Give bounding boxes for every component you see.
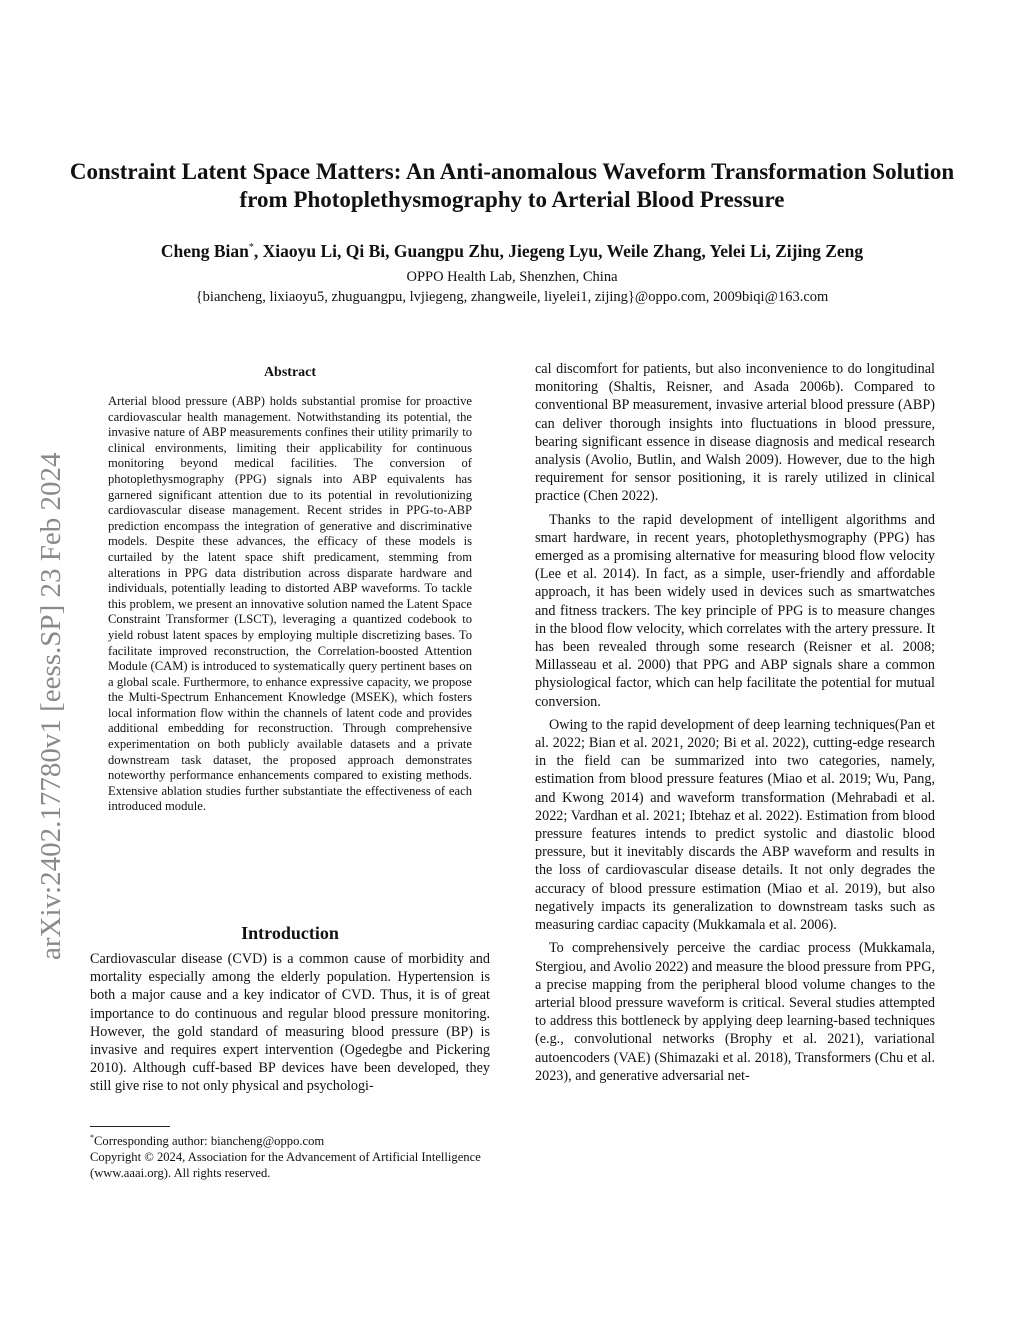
- abstract-body: Arterial blood pressure (ABP) holds substantial promise for proactive cardiovascular health management. Notwithstanding its potential, the invasive nature of ABP measurements confines their utility primarily to clinical environments, limiting their applicability for continuous monitoring beyond medical facilities. The conversion of photoplethysmography (PPG) signals into ABP equivalents has garnered significant attention due to its potential in revolutionizing cardiovascular disease management. Recent strides in PPG-to-ABP prediction encompass the integration of generative and discriminative models. Despite these advances, the efficacy of these models is curtailed by the latent space shift predicament, stemming from alterations in PPG data distribution across disparate hardware and individuals, potentially leading to distorted ABP waveforms. To tackle this problem, we present an innovative solution named the Latent Space Constraint Transformer (LSCT), leveraging a quantized codebook to yield robust latent spaces by employing multiple discretizing bases. To facilitate improved reconstruction, the Correlation-boosted Attention Module (CAM) is introduced to systematically query pertinent bases on a global scale. Furthermore, to enhance expressive capacity, we propose the Multi-Spectrum Enhancement Knowledge (MSEK), which fosters local information flow within the channels of latent code and provides additional embedding for reconstruction. Through comprehensive experimentation on both publicly available datasets and a private downstream task dataset, the proposed approach demonstrates noteworthy performance enhancements compared to existing methods. Extensive ablation studies further substantiate the effectiveness of each introduced module.: [108, 394, 472, 814]
- intro-paragraph-2: Thanks to the rapid development of intelligent algorithms and smart hardware, in recent years, photoplethysmography (PPG) has emerged as a promising alternative for measuring blood flow velocity (Lee et al. 2014). In fact, as a simple, user-friendly and affordable approach, it has been widely used in devices such as smartwatches and fitness trackers. The key principle of PPG is to measure changes in the blood flow velocity, which correlates with the artery pressure. It has been revealed through some research (Reisner et al. 2008; Millasseau et al. 2000) that PPG and ABP signals share a common physiological factor, which can help facilitate the potential for mutual conversion.: [535, 511, 935, 710]
- footnote-mark: *: [90, 1133, 94, 1142]
- footnote: [90, 1130, 490, 1182]
- abstract-heading: Abstract: [263, 365, 317, 380]
- intro-paragraph-1-part-1: Cardiovascular disease (CVD) is a common cause of morbidity and mortality especially among the elderly population. Hypertension is both a major cause and a key indicator of CVD. Thus, it is of great importance to do continuous and regular blood pressure monitoring. However, the gold standard of measuring blood pressure (BP) is invasive and requires expert intervention (Ogedegbe and Pickering 2010). Although cuff-based BP devices have been developed, they still give rise to not only physical and psychologi-: [90, 951, 490, 1095]
- corresponding-mark: *: [248, 242, 254, 253]
- footnote-corresponding: Corresponding author: biancheng@oppo.com: [94, 1134, 325, 1149]
- intro-paragraph-3: Owing to the rapid development of deep learning techniques(Pan et al. 2022; Bian et al. 2021, 2020; Bi et al. 2022), cutting-edge research in the field can be summarized into two categories, namely, estimation from blood pressure features (Miao et al. 2019; Wu, Pang, and Kwong 2014) and waveform transformation (Mehrabadi et al. 2022; Vardhan et al. 2021; Ibtehaz et al. 2022). Estimation from blood pressure features intends to predict systolic and diastolic blood pressure, but it inevitably discards the ABP waveform and results in the loss of cardiovascular disease details. It not only degrades the accuracy of blood pressure estimation (Miao et al. 2019), but also negatively impacts its generalization to downstream tasks such as measuring cardiac capacity (Mukkamala et al. 2006).: [535, 716, 935, 934]
- footnote-rule: [90, 1126, 170, 1127]
- intro-paragraph-4: To comprehensively perceive the cardiac process (Mukkamala, Stergiou, and Avolio 2022) and measure the blood pressure from PPG, a precise mapping from the peripheral blood volume changes to the arterial blood pressure waveform is critical. Several studies attempted to address this bottleneck by applying deep learning-based techniques (e.g., convolutional networks (Brophy et al. 2021), variational autoencoders (VAE) (Shimazaki et al. 2018), Transformers (Chu et al. 2023), and generative adversarial net-: [535, 940, 935, 1084]
- arxiv-stamp: arXiv:2402.17780v1 [eess.SP] 23 Feb 2024: [35, 452, 67, 960]
- author-list: [60, 236, 964, 263]
- introduction-heading: Introduction: [241, 923, 339, 943]
- paper-title: Constraint Latent Space Matters: An Anti-anomalous Waveform Transformation Solution from Photoplethysmography to Arterial Blood Pressure: [69, 159, 955, 212]
- author-emails: {biancheng, lixiaoyu5, zhuguangpu, lvjiegeng, zhangweile, liyelei1, zijing}@oppo.com, 2009biqi@163.com: [195, 289, 829, 305]
- author-rest: , Xiaoyu Li, Qi Bi, Guangpu Zhu, Jiegeng Lyu, Weile Zhang, Yelei Li, Zijing Zeng: [253, 240, 864, 261]
- right-column: [535, 360, 935, 1090]
- intro-paragraph-1-part-2: cal discomfort for patients, but also inconvenience to do longitudinal monitoring (Shaltis, Reisner, and Asada 2006b). Compared to conventional BP measurement, invasive arterial blood pressure (ABP) can deliver thorough insights into fluctuations in blood pressure, bearing significant essence in disease diagnosis and medical research analysis (Avolio, Butlin, and Walsh 2009). However, due to the high requirement for sensor positioning, it is rarely utilized in clinical practice (Chen 2022).: [535, 361, 935, 505]
- footnote-copyright: Copyright © 2024, Association for the Advancement of Artificial Intelligence (www.aaai.org). All rights reserved.: [90, 1149, 481, 1180]
- author-first: Cheng Bian: [160, 240, 249, 261]
- affiliation: OPPO Health Lab, Shenzhen, China: [406, 269, 618, 285]
